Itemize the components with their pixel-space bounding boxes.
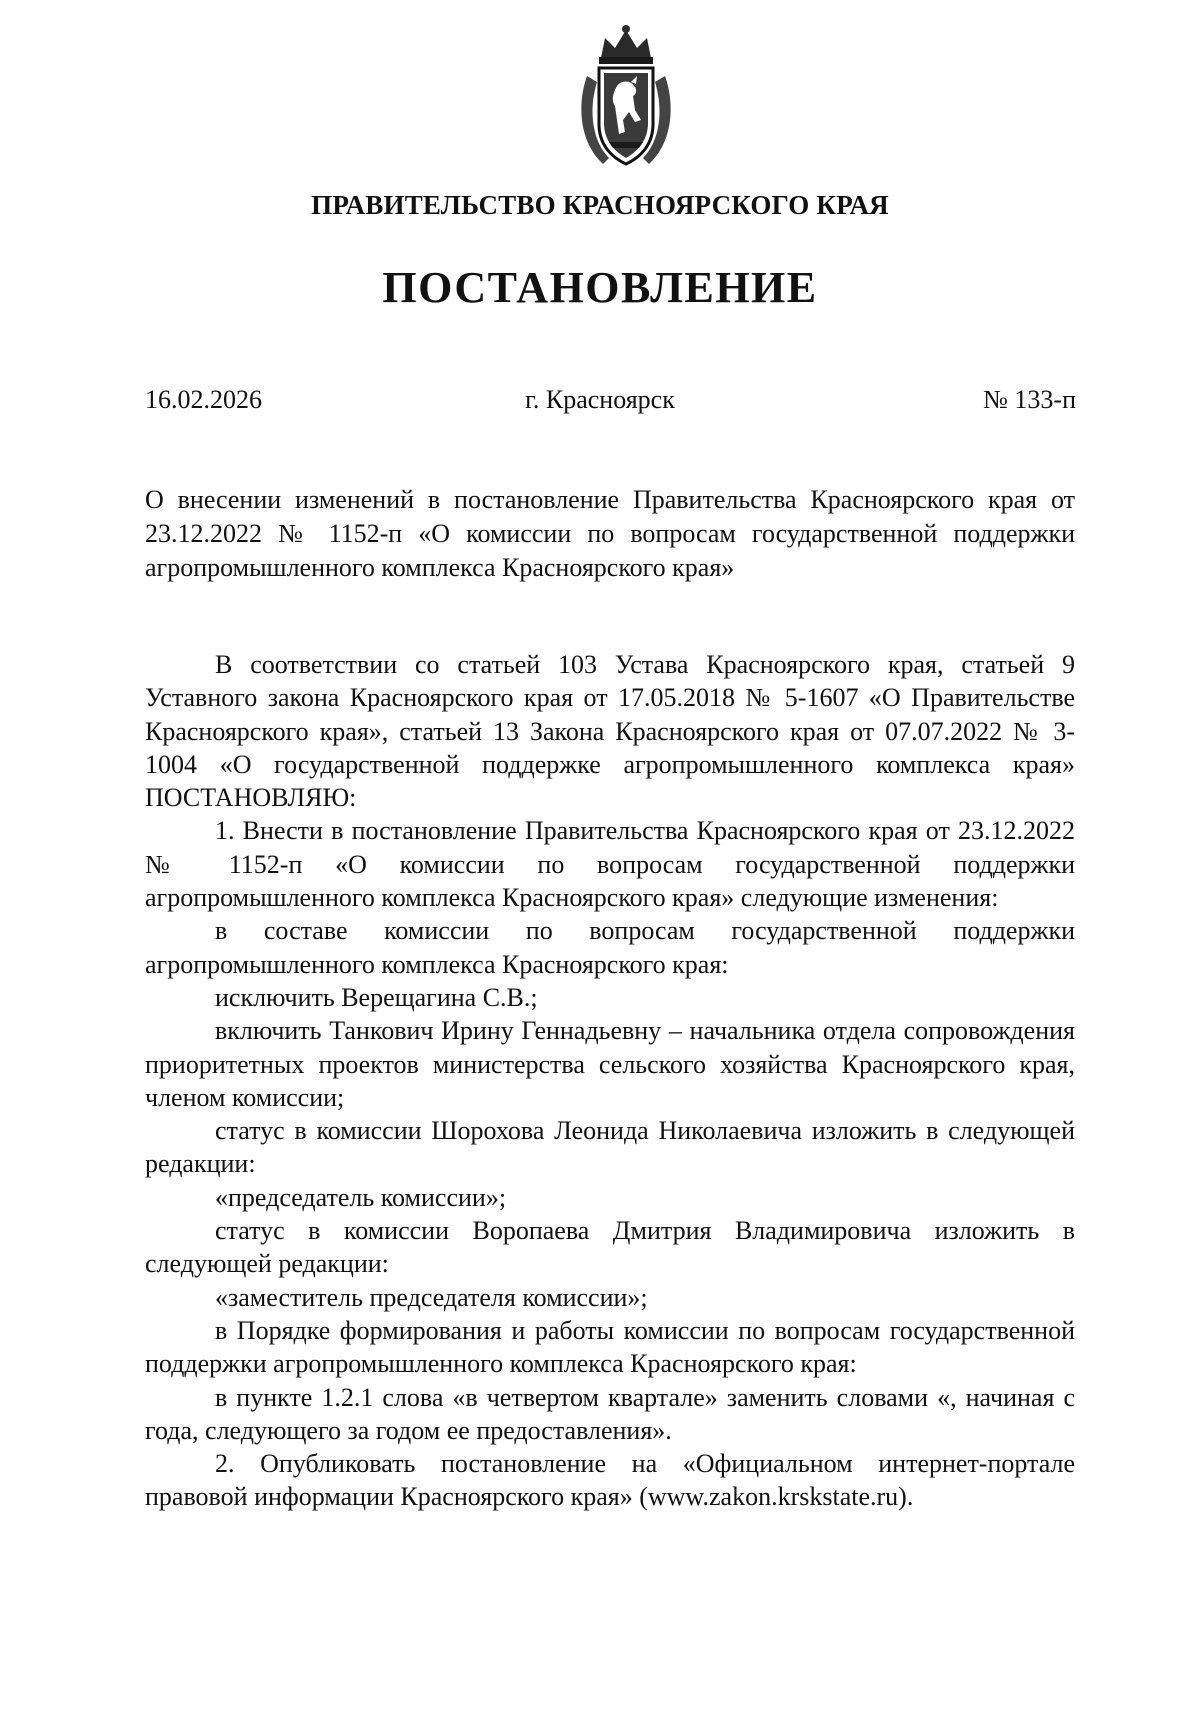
procedure-change: в пункте 1.2.1 слова «в четвертом квартале» заменить словами «, начиная с года, следующего за годом ее предоставления». [145,1382,1075,1445]
item-2-publication: 2. Опубликовать постановление на «Официальном интернет-портале правовой информации Красноярского края» (www.zakon.krskstate.ru). [145,1449,1075,1512]
status-change-chairman: статус в комиссии Шорохова Леонида Николаевича изложить в следующей редакции: [145,1116,1075,1179]
document-date: 16.02.2026 [145,385,262,414]
status-change-deputy: статус в комиссии Воропаева Дмитрия Владимировича изложить в следующей редакции: [145,1216,1075,1279]
procedure-intro: в Порядке формирования и работы комиссии по вопросам государственной поддержки агропромышленного комплекса Красноярского края: [145,1315,1075,1379]
exclude-member: исключить Верещагина С.В.; [215,982,538,1012]
document-city: г. Красноярск [525,385,675,414]
preamble-paragraph: В соответствии со статьей 103 Устава Красноярского края, статьей 9 Уставного закона Красноярского края от 17.05.2018 № 5-1607 «О Правительстве Красноярского края», статьей 13 Закона Красноярского края от 07.07.2022 № 3-1004 «О государственной поддержке агропромышленного комплекса края» ПОСТАНОВЛЯЮ: [145,650,1075,813]
item-1-intro: 1. Внести в постановление Правительства Красноярского края от 23.12.2022 № 1152-п «О комиссии по вопросам государственной поддержки агропромышленного комплекса Красноярского края» следующие изменения: [145,816,1075,913]
status-chairman-value: «председатель комиссии»; [215,1182,507,1212]
composition-intro: в составе комиссии по вопросам государственной поддержки агропромышленного комплекса Красноярского края: [145,916,1075,979]
document-type-title: ПОСТАНОВЛЕНИЕ [382,263,818,312]
organization-name: ПРАВИТЕЛЬСТВО КРАСНОЯРСКОГО КРАЯ [311,190,889,220]
status-deputy-value: «заместитель председателя комиссии»; [215,1282,648,1312]
document-number: № 133-п [983,385,1076,414]
coat-of-arms-icon [573,24,679,174]
document-subject: О внесении изменений в постановление Правительства Красноярского края от 23.12.2022 № 1152-п «О комиссии по вопросам государственной поддержки агропромышленного комплекса Красноярского края» [145,485,1075,582]
include-member: включить Танкович Ирину Геннадьевну – начальника отдела сопровождения приоритетных проектов министерства сельского хозяйства Красноярского края, членом комиссии; [145,1016,1075,1112]
document-body [145,648,1075,1514]
